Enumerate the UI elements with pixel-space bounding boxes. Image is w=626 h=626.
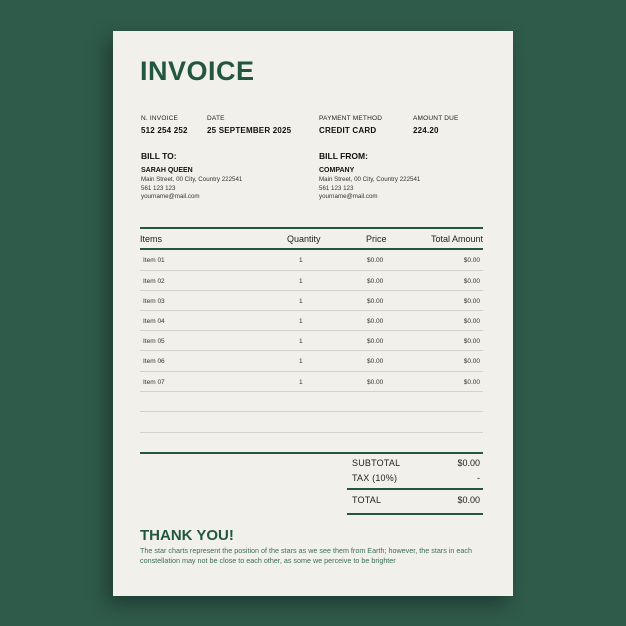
date-value: 25 SEPTEMBER 2025 bbox=[207, 126, 292, 135]
bill-from-heading: BILL FROM: bbox=[319, 151, 368, 161]
table-cell-price: $0.00 bbox=[367, 318, 384, 325]
table-cell-total: $0.00 bbox=[463, 379, 480, 386]
table-cell-quantity: 1 bbox=[299, 358, 303, 365]
amount-due-label: AMOUNT DUE bbox=[413, 115, 459, 122]
table-cell-price: $0.00 bbox=[367, 379, 384, 386]
column-header-price: Price bbox=[366, 234, 387, 244]
bill-to-address: Main Street, 00 City, Country 222541 bbox=[141, 176, 243, 183]
bill-to-phone: 561 123 123 bbox=[141, 185, 176, 192]
bill-to-name: SARAH QUEEN bbox=[141, 167, 193, 174]
invoice-sheet bbox=[113, 31, 513, 596]
footer-note: The star charts represent the position of the stars as we see them from Earth; however, the stars in each constellation may not be close to each other, as some we perceive to be brighter bbox=[140, 546, 472, 565]
totals-divider bbox=[347, 488, 483, 490]
tax-label: TAX (10%) bbox=[352, 473, 398, 483]
table-cell-total: $0.00 bbox=[463, 298, 480, 305]
table-cell-quantity: 1 bbox=[299, 379, 303, 386]
totals-bottom-rule bbox=[347, 513, 483, 515]
table-cell-price: $0.00 bbox=[367, 278, 384, 285]
table-cell-price: $0.00 bbox=[367, 338, 384, 345]
bill-to-heading: BILL TO: bbox=[141, 151, 177, 161]
column-header-total-amount: Total Amount bbox=[430, 234, 483, 244]
bill-from-email: yourname@mail.com bbox=[319, 193, 378, 200]
column-header-items: Items bbox=[140, 234, 163, 244]
row-divider bbox=[140, 290, 483, 291]
table-bottom-rule bbox=[140, 452, 483, 454]
total-value: $0.00 bbox=[457, 495, 480, 505]
payment-method-label: PAYMENT METHOD bbox=[319, 115, 383, 122]
bill-from-address: Main Street, 00 City, Country 222541 bbox=[319, 176, 421, 183]
table-cell-quantity: 1 bbox=[299, 298, 303, 305]
table-cell-item: Item 04 bbox=[143, 318, 165, 325]
thank-you-heading: THANK YOU! bbox=[140, 527, 234, 544]
table-cell-total: $0.00 bbox=[463, 338, 480, 345]
tax-value: - bbox=[477, 473, 480, 483]
column-header-quantity: Quantity bbox=[287, 234, 321, 244]
row-divider bbox=[140, 330, 483, 331]
total-label: TOTAL bbox=[352, 495, 382, 505]
table-cell-quantity: 1 bbox=[299, 318, 303, 325]
bill-to-email: yourname@mail.com bbox=[141, 193, 200, 200]
table-cell-price: $0.00 bbox=[367, 358, 384, 365]
row-divider bbox=[140, 371, 483, 372]
bill-from-name: COMPANY bbox=[319, 167, 355, 174]
table-cell-price: $0.00 bbox=[367, 257, 384, 264]
row-divider bbox=[140, 391, 483, 392]
row-divider bbox=[140, 310, 483, 311]
table-cell-quantity: 1 bbox=[299, 257, 303, 264]
invoice-title: INVOICE bbox=[140, 56, 255, 86]
amount-due-value: 224.20 bbox=[413, 126, 439, 135]
row-divider bbox=[140, 411, 483, 412]
invoice-number-label: N. INVOICE bbox=[141, 115, 179, 122]
table-cell-item: Item 01 bbox=[143, 257, 165, 264]
table-cell-item: Item 05 bbox=[143, 338, 165, 345]
table-cell-price: $0.00 bbox=[367, 298, 384, 305]
subtotal-label: SUBTOTAL bbox=[352, 458, 401, 468]
table-top-rule bbox=[140, 227, 483, 229]
row-divider bbox=[140, 270, 483, 271]
table-cell-total: $0.00 bbox=[463, 278, 480, 285]
bill-from-phone: 561 123 123 bbox=[319, 185, 354, 192]
subtotal-value: $0.00 bbox=[457, 458, 480, 468]
invoice-number-value: 512 254 252 bbox=[141, 126, 188, 135]
table-header-rule bbox=[140, 248, 483, 250]
table-cell-total: $0.00 bbox=[463, 257, 480, 264]
payment-method-value: CREDIT CARD bbox=[319, 126, 377, 135]
row-divider bbox=[140, 350, 483, 351]
table-cell-total: $0.00 bbox=[463, 358, 480, 365]
table-cell-item: Item 06 bbox=[143, 358, 165, 365]
row-divider bbox=[140, 432, 483, 433]
table-cell-quantity: 1 bbox=[299, 338, 303, 345]
date-label: DATE bbox=[207, 115, 225, 122]
table-cell-item: Item 07 bbox=[143, 379, 165, 386]
table-cell-item: Item 03 bbox=[143, 298, 165, 305]
table-cell-quantity: 1 bbox=[299, 278, 303, 285]
table-cell-total: $0.00 bbox=[463, 318, 480, 325]
table-cell-item: Item 02 bbox=[143, 278, 165, 285]
